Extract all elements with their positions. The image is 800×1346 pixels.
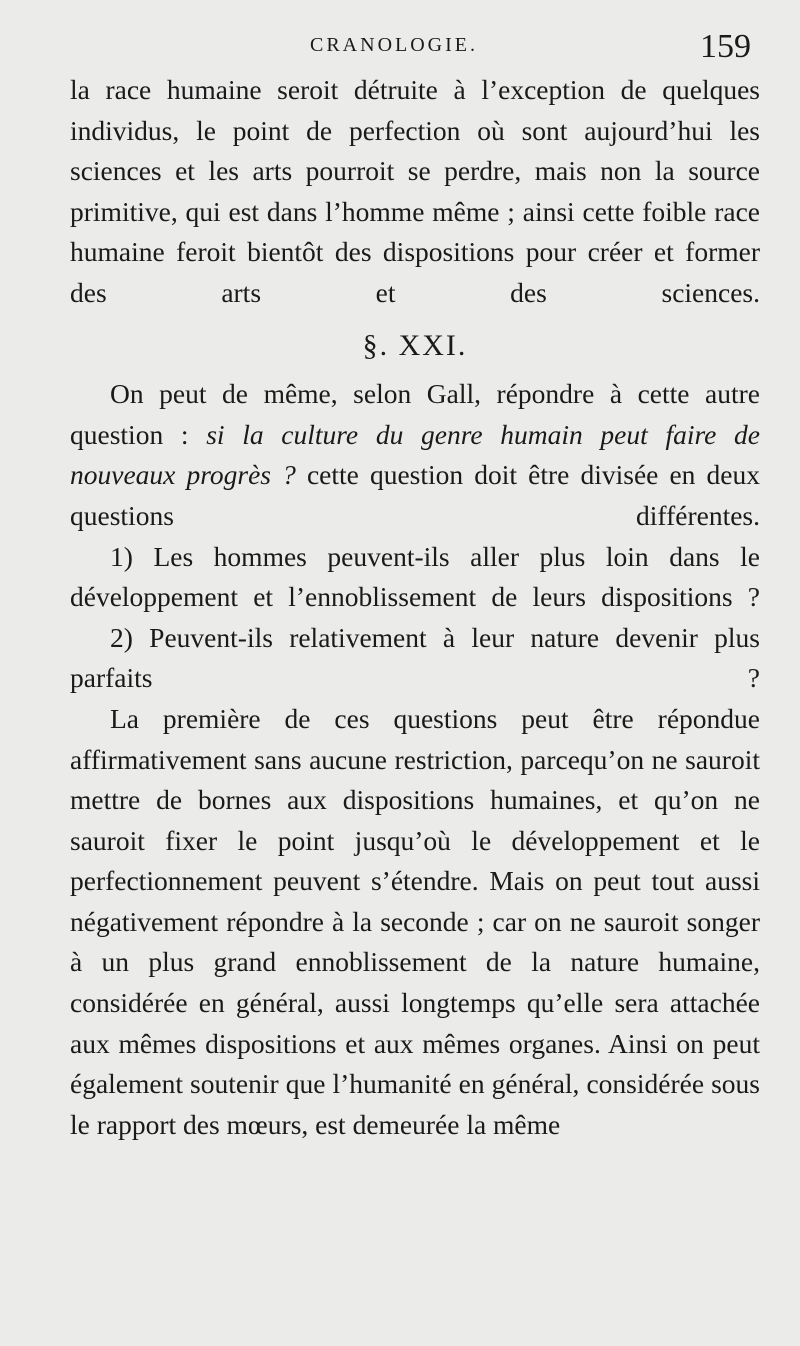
question-outro: cette question doit être divisée en deux questions différentes.	[70, 459, 760, 531]
page-header	[0, 28, 800, 68]
paragraph-answer: La première de ces questions peut être répondue affirmativement sans aucune restriction, parcequ’on ne sauroit mettre de bornes aux dispositions humaines, et qu’on ne sauroit fixer le point jusqu’où le développement et le perfectionnement peuvent s’étendre. Mais on peut tout aussi négativement répondre à la seconde ; car on ne sauroit songer à un plus grand ennoblissement de la nature humaine, considérée en général, aussi longtemps qu’elle sera attachée aux mêmes dispositions et aux mêmes organes. Ainsi on peut également soutenir que l’humanité en général, considérée sous le rapport des mœurs, est demeurée la même	[70, 702, 760, 1140]
numbered-question-2: 2) Peuvent-ils relativement à leur nature devenir plus parfaits ?	[70, 621, 760, 694]
question-italic: si la culture du genre humain peut faire de nouveaux progrès ?	[70, 418, 760, 491]
section-heading: §. XXI.	[362, 328, 468, 362]
numbered-question-1: 1) Les hommes peuvent-ils aller plus loin dans le développement et l’ennoblissement de leurs dispositions ?	[70, 540, 760, 613]
body-text	[70, 70, 760, 1145]
running-title: CRANOLOGIE.	[310, 34, 478, 56]
page-number: 159	[700, 28, 751, 65]
paragraph-continuation: la race humaine seroit détruite à l’exception de quelques individus, le point de perfection où sont aujourd’hui les sciences et les arts pourroit se perdre, mais non la source primitive, qui est dans l’homme même ; ainsi cette foible race humaine feroit bientôt des dispositions pour créer et former des arts et des sciences.	[70, 74, 760, 308]
paragraph-question	[70, 374, 760, 536]
question-intro: On peut de même, selon Gall, répondre à cette autre question :	[70, 378, 760, 450]
